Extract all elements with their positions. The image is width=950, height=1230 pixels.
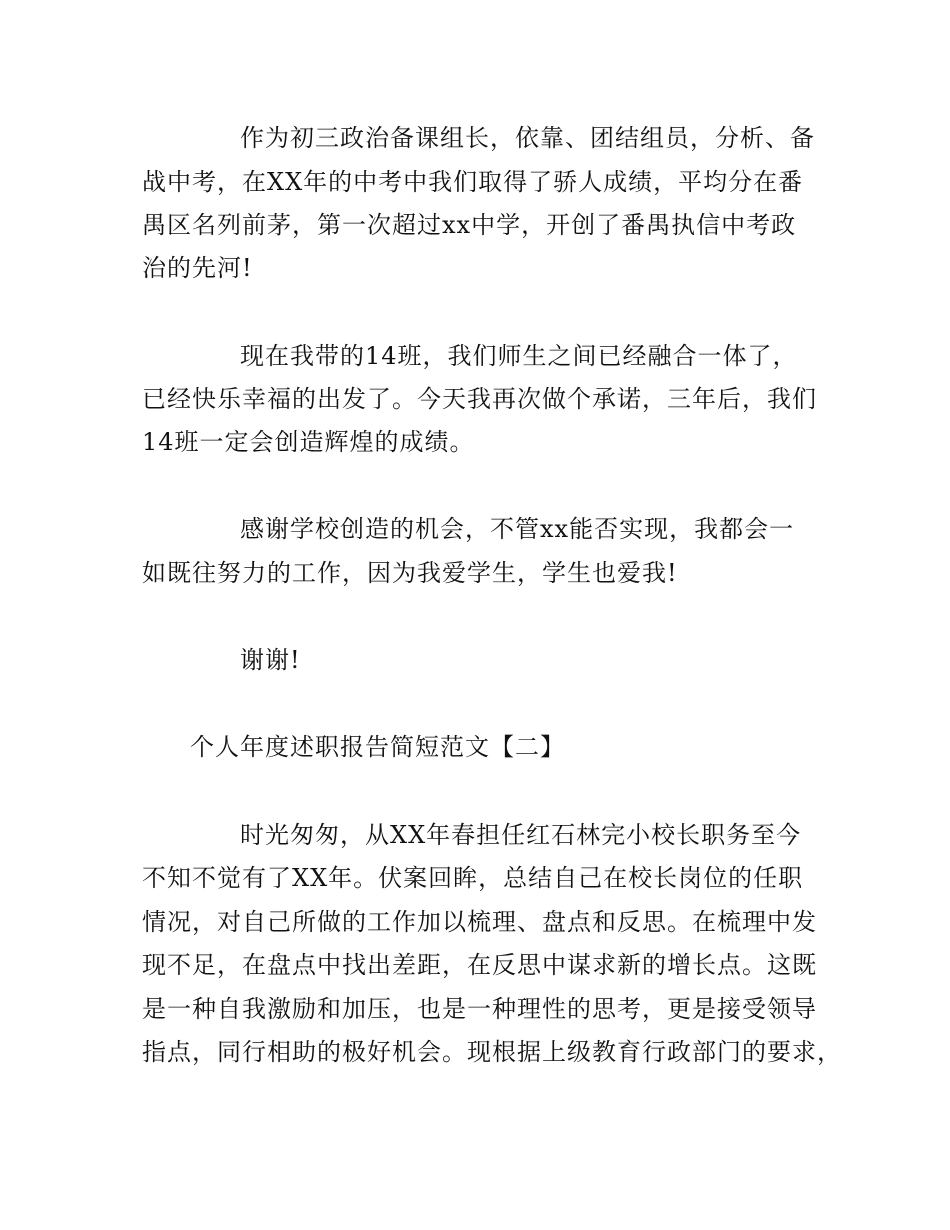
paragraph-2-line-1: 现在我带的14班，我们师生之间已经融合一体了，	[240, 342, 798, 370]
paragraph-5-line-4: 现不足，在盘点中找出差距，在反思中谋求新的增长点。这既	[142, 951, 817, 979]
paragraph-1-line-3: 禺区名列前茅，第一次超过xx中学，开创了番禺执信中考政	[142, 211, 797, 239]
paragraph-1-line-1: 作为初三政治备课组长，依靠、团结组员，分析、备	[240, 124, 815, 152]
paragraph-4-line-1: 谢谢!	[240, 646, 301, 674]
paragraph-5-line-3: 情况，对自己所做的工作加以梳理、盘点和反思。在梳理中发	[142, 908, 817, 936]
paragraph-1-line-2: 战中考，在XX年的中考中我们取得了骄人成绩，平均分在番	[142, 168, 804, 196]
paragraph-2-line-3: 14班一定会创造辉煌的成绩。	[142, 428, 475, 456]
paragraph-5-line-5: 是一种自我激励和加压，也是一种理性的思考，更是接受领导	[142, 995, 817, 1023]
paragraph-5-line-2: 不知不觉有了XX年。伏案回眸，总结自己在校长岗位的任职	[142, 864, 804, 892]
section-heading: 个人年度述职报告简短范文【二】	[190, 733, 565, 761]
paragraph-2-line-2: 已经快乐幸福的出发了。今天我再次做个承诺，三年后，我们	[142, 385, 817, 413]
paragraph-3-line-1: 感谢学校创造的机会，不管xx能否实现，我都会一	[240, 515, 795, 543]
paragraph-5-line-1: 时光匆匆，从XX年春担任红石林完小校长职务至今	[240, 821, 802, 849]
paragraph-5-line-6: 指点，同行相助的极好机会。现根据上级教育行政部门的要求，	[142, 1038, 842, 1066]
paragraph-3-line-2: 如既往努力的工作，因为我爱学生，学生也爱我!	[142, 559, 678, 587]
paragraph-1-line-4: 治的先河!	[142, 254, 253, 282]
